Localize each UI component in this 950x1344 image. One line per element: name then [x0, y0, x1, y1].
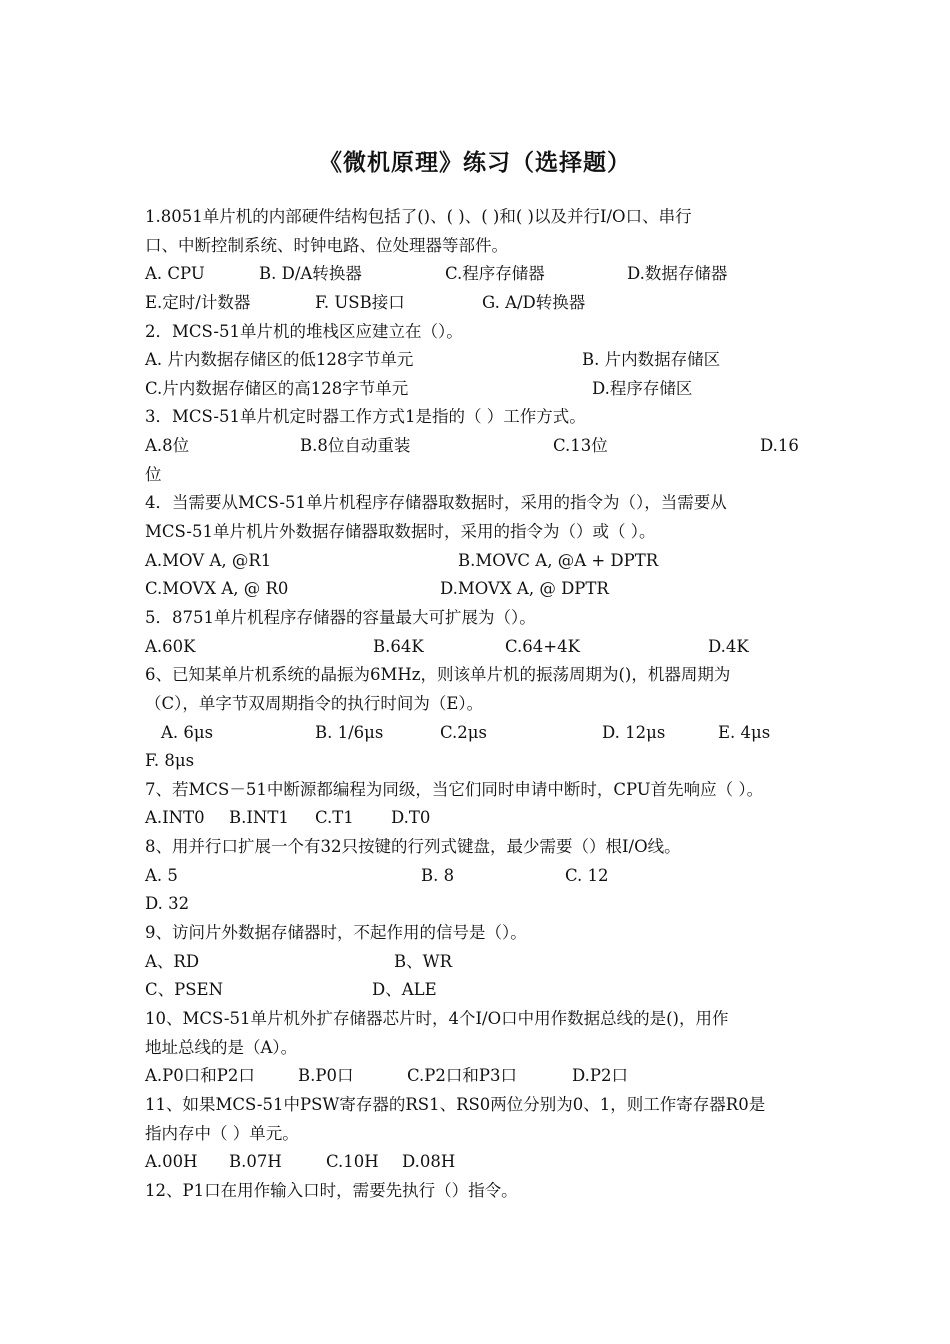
answer-option: B.INT1: [229, 808, 289, 828]
answer-option: D.数据存储器: [627, 264, 728, 284]
option-row: [145, 862, 810, 891]
question-list: [145, 203, 810, 1205]
question-line: 地址总线的是（A）。: [145, 1037, 298, 1057]
option-row: [145, 260, 810, 289]
question-line: 4．当需要从MCS-51单片机程序存储器取数据时，采用的指令为（），当需要从: [145, 493, 727, 513]
question-line: 2．MCS-51单片机的堆栈区应建立在（）。: [145, 321, 463, 341]
answer-option: E. 4μs: [718, 722, 771, 742]
question-line: 5．8751单片机程序存储器的容量最大可扩展为（）。: [145, 607, 536, 627]
page-title: 《微机原理》练习（选择题）: [319, 150, 631, 176]
answer-option: B.64K: [373, 636, 424, 656]
answer-option: B.MOVC A, @A + DPTR: [458, 550, 659, 570]
answer-option: B.8位自动重装: [300, 436, 411, 456]
question-text: [145, 747, 810, 776]
answer-option: A. 6μs: [161, 722, 214, 742]
answer-option: D.08H: [402, 1152, 456, 1172]
answer-option: D.16: [760, 436, 799, 456]
answer-option: A.60K: [145, 636, 196, 656]
answer-option: C.片内数据存储区的高128字节单元: [145, 378, 409, 398]
answer-option: D.4K: [708, 636, 749, 656]
question-text: [145, 919, 810, 948]
option-row: [145, 346, 810, 375]
question-text: [145, 604, 810, 633]
answer-option: C.MOVX A, @ R0: [145, 579, 289, 599]
option-row: [145, 375, 810, 404]
answer-option: C. 12: [565, 865, 609, 885]
question-line: F. 8μs: [145, 751, 195, 771]
answer-option: D. 12μs: [602, 722, 666, 742]
option-row: [145, 432, 810, 461]
answer-option: A. 5: [145, 865, 178, 885]
answer-option: C.程序存储器: [445, 264, 545, 284]
question-text: [145, 489, 810, 518]
question-line: 12、P1口在用作输入口时，需要先执行（）指令。: [145, 1180, 518, 1200]
answer-option: D.T0: [391, 808, 431, 828]
answer-option: F. USB接口: [315, 292, 405, 312]
answer-option: B. 1/6μs: [315, 722, 384, 742]
answer-option: A. CPU: [145, 264, 205, 284]
answer-option: B、WR: [394, 951, 453, 971]
question-text: [145, 1120, 810, 1149]
question-line: 9、访问片外数据存储器时，不起作用的信号是（）。: [145, 923, 527, 943]
question-line: 1.8051单片机的内部硬件结构包括了()、( )、( )和( )以及并行I/O口、串行: [145, 207, 692, 226]
answer-option: G. A/D转换器: [482, 292, 586, 312]
answer-option: D.P2口: [572, 1066, 628, 1086]
option-row: [145, 1148, 810, 1177]
answer-option: D.MOVX A, @ DPTR: [440, 579, 609, 599]
option-row: [145, 976, 810, 1005]
answer-option: A.P0口和P2口: [145, 1066, 255, 1086]
question-text: [145, 1005, 810, 1034]
option-row: [145, 547, 810, 576]
answer-option: D.程序存储区: [592, 378, 693, 398]
answer-option: B. 8: [421, 865, 455, 885]
answer-option: D、ALE: [372, 980, 437, 1000]
answer-option: C.13位: [553, 436, 608, 456]
answer-option: B.07H: [229, 1152, 282, 1172]
answer-option: C.64+4K: [505, 636, 580, 656]
question-text: [145, 776, 810, 805]
question-line: 6、已知某单片机系统的晶振为6MHz，则该单片机的振荡周期为()，机器周期为: [145, 665, 731, 685]
answer-option: B. 片内数据存储区: [582, 350, 721, 370]
answer-option: B. D/A转换器: [259, 264, 362, 284]
answer-option: A、RD: [145, 951, 200, 971]
question-text: [145, 833, 810, 862]
answer-option: C.2μs: [440, 722, 487, 742]
question-line: 7、若MCS－51中断源都编程为同级，当它们同时申请中断时，CPU首先响应（ ）。: [145, 779, 764, 799]
question-text: [145, 518, 810, 547]
question-text: [145, 690, 810, 719]
question-line: D. 32: [145, 894, 190, 914]
answer-option: C、PSEN: [145, 980, 224, 1000]
option-row: [145, 575, 810, 604]
answer-option: C.10H: [326, 1152, 379, 1172]
question-line: 位: [145, 464, 162, 484]
question-text: [145, 1177, 810, 1206]
question-line: 11、如果MCS-51中PSW寄存器的RS1、RS0两位分别为0、1，则工作寄存器R0是: [145, 1094, 766, 1114]
answer-option: B.P0口: [298, 1066, 354, 1086]
option-row: [145, 1062, 810, 1091]
question-text: [145, 461, 810, 490]
answer-option: A.00H: [145, 1152, 198, 1172]
question-text: [145, 403, 810, 432]
question-text: [145, 203, 810, 232]
option-row: [145, 719, 810, 748]
question-line: 10、MCS-51单片机外扩存储器芯片时，4个I/O口中用作数据总线的是()，用作: [145, 1008, 729, 1028]
option-row: [145, 633, 810, 662]
question-line: （C），单字节双周期指令的执行时间为（E）。: [145, 693, 484, 713]
answer-option: A. 片内数据存储区的低128字节单元: [145, 350, 414, 370]
question-line: 3．MCS-51单片机定时器工作方式1是指的（ ）工作方式。: [145, 407, 586, 427]
question-text: [145, 661, 810, 690]
answer-option: A.INT0: [145, 808, 205, 828]
answer-option: E.定时/计数器: [145, 292, 251, 312]
question-text: [145, 232, 810, 261]
question-line: 口、中断控制系统、时钟电路、位处理器等部件。: [145, 235, 508, 255]
question-text: [145, 1034, 810, 1063]
option-row: [145, 804, 810, 833]
question-text: [145, 318, 810, 347]
question-text: [145, 890, 810, 919]
answer-option: A.8位: [145, 436, 190, 456]
question-line: 指内存中（ ）单元。: [145, 1123, 299, 1143]
option-row: [145, 948, 810, 977]
option-row: [145, 289, 810, 318]
answer-option: A.MOV A, @R1: [145, 550, 272, 570]
answer-option: C.P2口和P3口: [407, 1066, 517, 1086]
answer-option: C.T1: [315, 808, 354, 828]
question-line: MCS-51单片机片外数据存储器取数据时，采用的指令为（）或（ ）。: [145, 522, 656, 542]
question-text: [145, 1091, 810, 1120]
question-line: 8、用并行口扩展一个有32只按键的行列式键盘，最少需要（）根I/O线。: [145, 837, 681, 857]
